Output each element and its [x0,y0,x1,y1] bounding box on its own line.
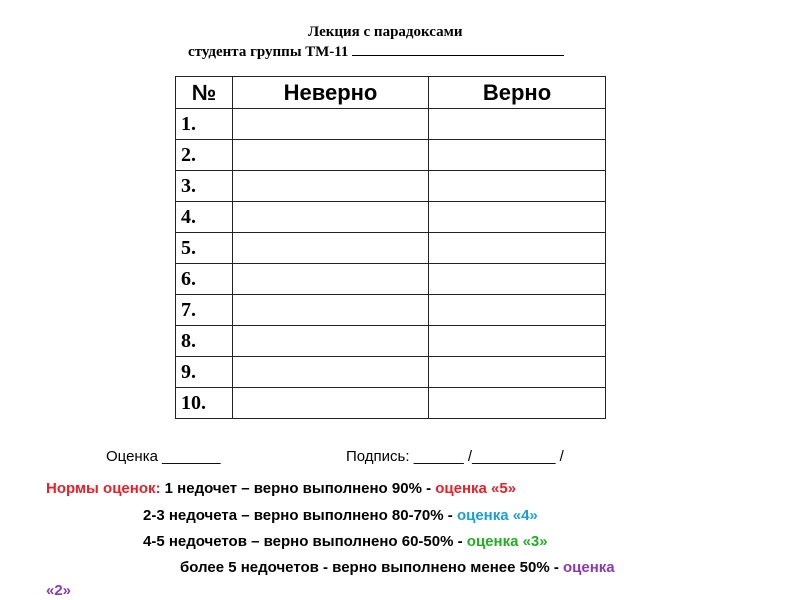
norm-4-grade: оценка «4» [456,507,538,524]
table-row [176,140,606,171]
lecture-title: Лекция с парадоксами [308,24,463,40]
cell-right[interactable] [429,140,606,171]
row-number: 1. [176,109,233,140]
norms-label: Нормы оценок: [46,480,161,497]
table-row [176,264,606,295]
row-number: 3. [176,171,233,202]
cell-wrong[interactable] [233,109,429,140]
cell-wrong[interactable] [233,140,429,171]
norm-3-text: 4-5 недочетов – верно выполнено 60-50% - [143,533,467,550]
cell-wrong[interactable] [233,233,429,264]
cell-right[interactable] [429,357,606,388]
cell-right[interactable] [429,171,606,202]
norm-5-text: 1 недочет – верно выполнено 90% - [160,480,436,497]
table-row [176,233,606,264]
cell-right[interactable] [429,326,606,357]
group-label: студента группы ТМ-11 [188,44,349,60]
signature-field: Подпись: ______ /__________ / [346,448,564,465]
table-header-row [176,77,606,109]
table-row [176,388,606,419]
col-header-right: Верно [429,77,606,109]
cell-right[interactable] [429,109,606,140]
col-header-number: № [176,77,233,109]
grade-field: Оценка _______ [106,448,221,465]
cell-wrong[interactable] [233,388,429,419]
col-header-wrong: Неверно [233,77,429,109]
cell-wrong[interactable] [233,202,429,233]
table-row [176,295,606,326]
row-number: 5. [176,233,233,264]
cell-wrong[interactable] [233,326,429,357]
norm-2-grade-continued: «2» [46,582,72,599]
norm-grade-5 [46,480,516,497]
row-number: 6. [176,264,233,295]
page-header [188,22,628,62]
table-row [176,326,606,357]
row-number: 9. [176,357,233,388]
row-number: 7. [176,295,233,326]
norm-3-grade: оценка «3» [466,533,548,550]
name-blank-line [352,43,564,56]
table-row [176,357,606,388]
row-number: 4. [176,202,233,233]
cell-right[interactable] [429,233,606,264]
answer-table [175,76,606,419]
cell-right[interactable] [429,295,606,326]
cell-right[interactable] [429,202,606,233]
norm-4-text: 2-3 недочета – верно выполнено 80-70% - [143,507,457,524]
table-row [176,171,606,202]
norm-grade-2 [180,559,615,576]
cell-wrong[interactable] [233,264,429,295]
norm-2-grade: оценка [563,559,615,576]
table-row [176,202,606,233]
norm-2-text: более 5 недочетов - верно выполнено менее 50% - [180,559,563,576]
row-number: 10. [176,388,233,419]
cell-wrong[interactable] [233,295,429,326]
cell-right[interactable] [429,388,606,419]
cell-wrong[interactable] [233,171,429,202]
cell-wrong[interactable] [233,357,429,388]
table-row [176,109,606,140]
cell-right[interactable] [429,264,606,295]
norm-grade-4 [143,507,538,524]
student-group-line [188,42,628,62]
row-number: 8. [176,326,233,357]
norm-5-grade: оценка «5» [435,480,517,497]
norm-grade-3 [143,533,548,550]
row-number: 2. [176,140,233,171]
